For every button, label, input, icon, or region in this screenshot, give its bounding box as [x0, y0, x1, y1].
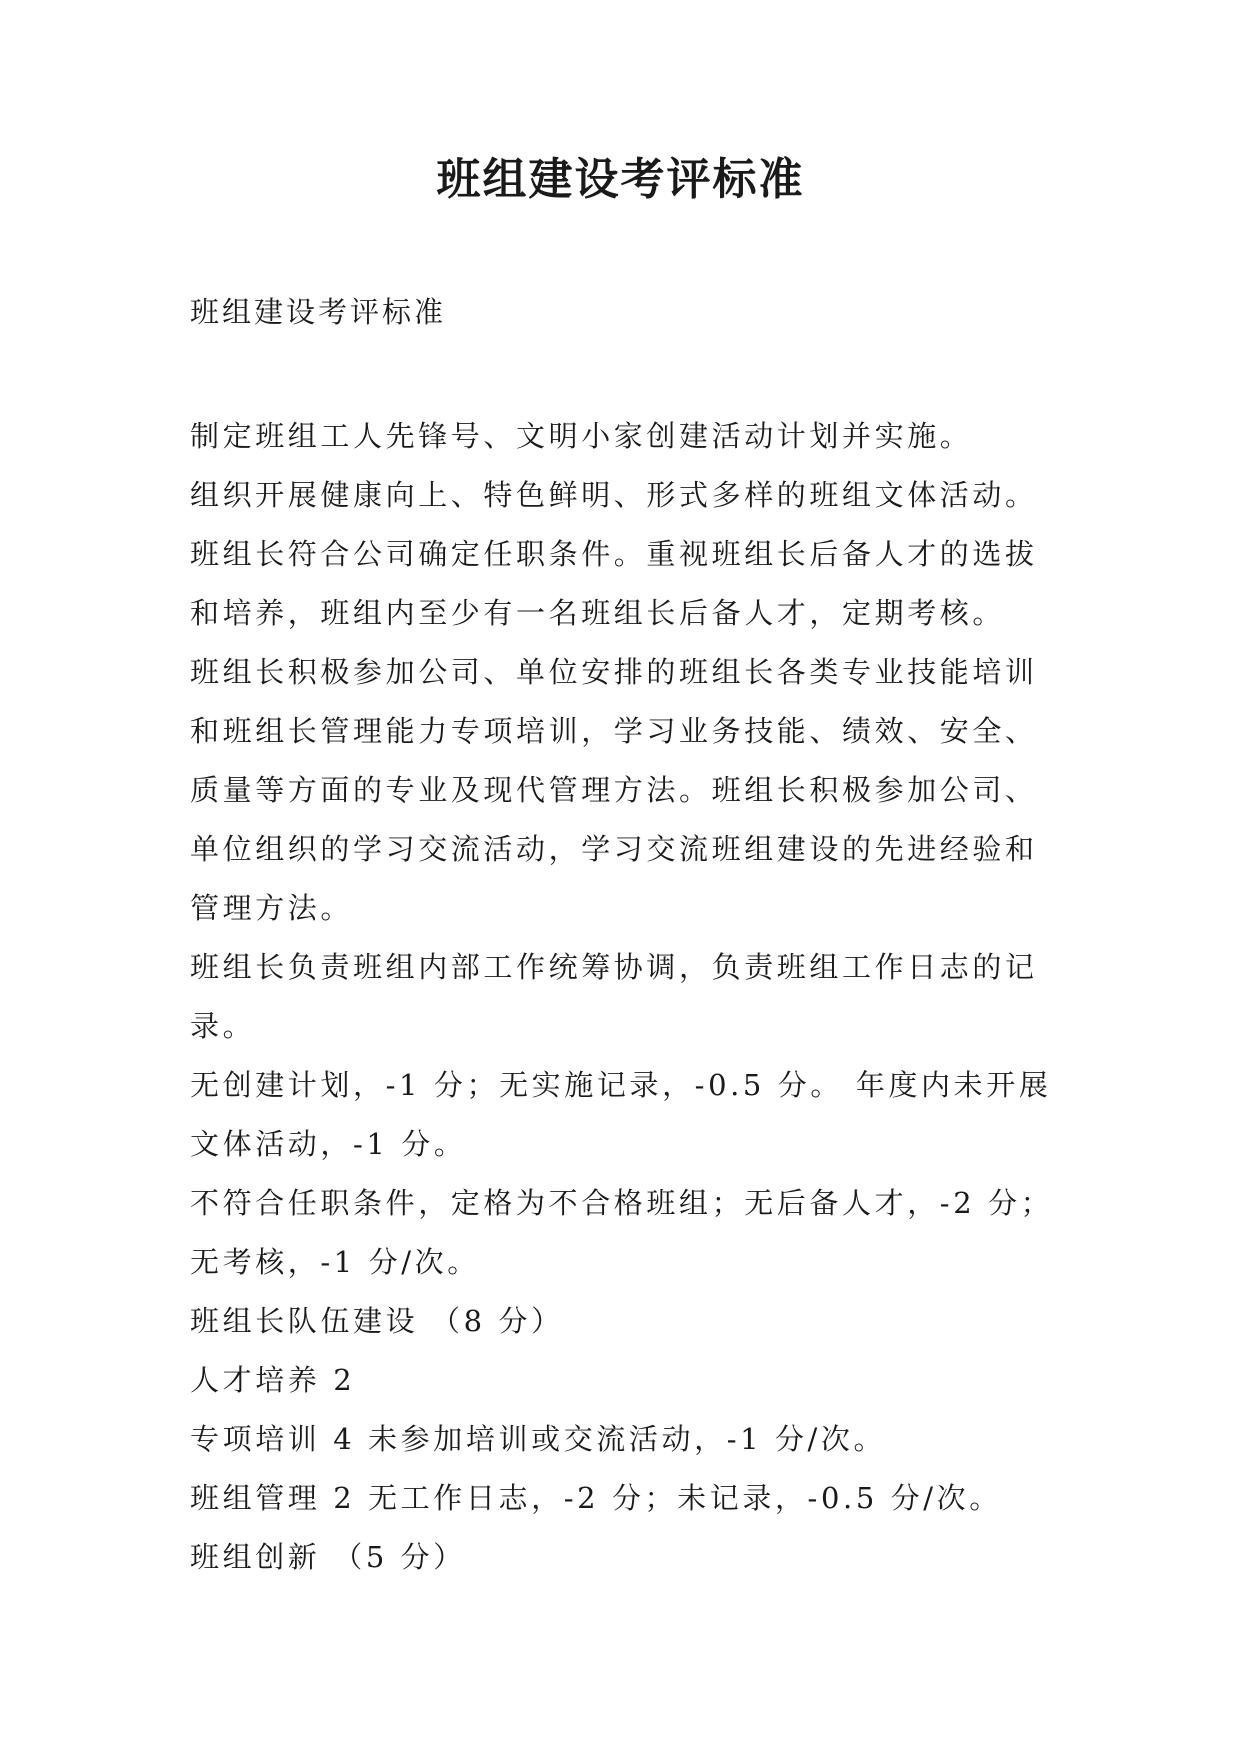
body-line: 管理方法。	[190, 891, 354, 925]
body-line: 班组长负责班组内部工作统筹协调，负责班组工作日志的记	[190, 950, 1038, 984]
body-line: 不符合任职条件，定格为不合格班组；无后备人才，-2 分；	[190, 1186, 1054, 1220]
body-line: 单位组织的学习交流活动，学习交流班组建设的先进经验和	[190, 832, 1038, 866]
body-line: 文体活动，-1 分。	[190, 1127, 467, 1161]
body-line: 专项培训 4 未参加培训或交流活动，-1 分/次。	[190, 1422, 887, 1456]
body-line: 和班组长管理能力专项培训，学习业务技能、绩效、安全、	[190, 714, 1038, 748]
body-line: 班组管理 2 无工作日志，-2 分；未记录，-0.5 分/次。	[190, 1481, 1002, 1515]
document-title: 班组建设考评标准	[436, 154, 805, 205]
body-line: 班组长队伍建设 （8 分）	[190, 1304, 564, 1338]
body-line: 录。	[190, 1009, 256, 1043]
body-line: 组织开展健康向上、特色鲜明、形式多样的班组文体活动。	[190, 478, 1038, 512]
body-line: 班组长积极参加公司、单位安排的班组长各类专业技能培训	[190, 655, 1038, 689]
body-line: 质量等方面的专业及现代管理方法。班组长积极参加公司、	[190, 773, 1038, 807]
body-line: 制定班组工人先锋号、文明小家创建活动计划并实施。	[190, 419, 973, 453]
document-body	[190, 407, 1090, 1587]
document-subtitle: 班组建设考评标准	[190, 295, 447, 329]
body-line: 班组长符合公司确定任职条件。重视班组长后备人才的选拔	[190, 537, 1038, 571]
body-line: 人才培养 2	[190, 1363, 356, 1397]
body-line: 无考核，-1 分/次。	[190, 1245, 480, 1279]
body-line: 班组创新 （5 分）	[190, 1540, 466, 1574]
body-line: 无创建计划，-1 分；无实施记录，-0.5 分。 年度内未开展	[190, 1068, 1052, 1102]
body-line: 和培养，班组内至少有一名班组长后备人才，定期考核。	[190, 596, 1006, 630]
